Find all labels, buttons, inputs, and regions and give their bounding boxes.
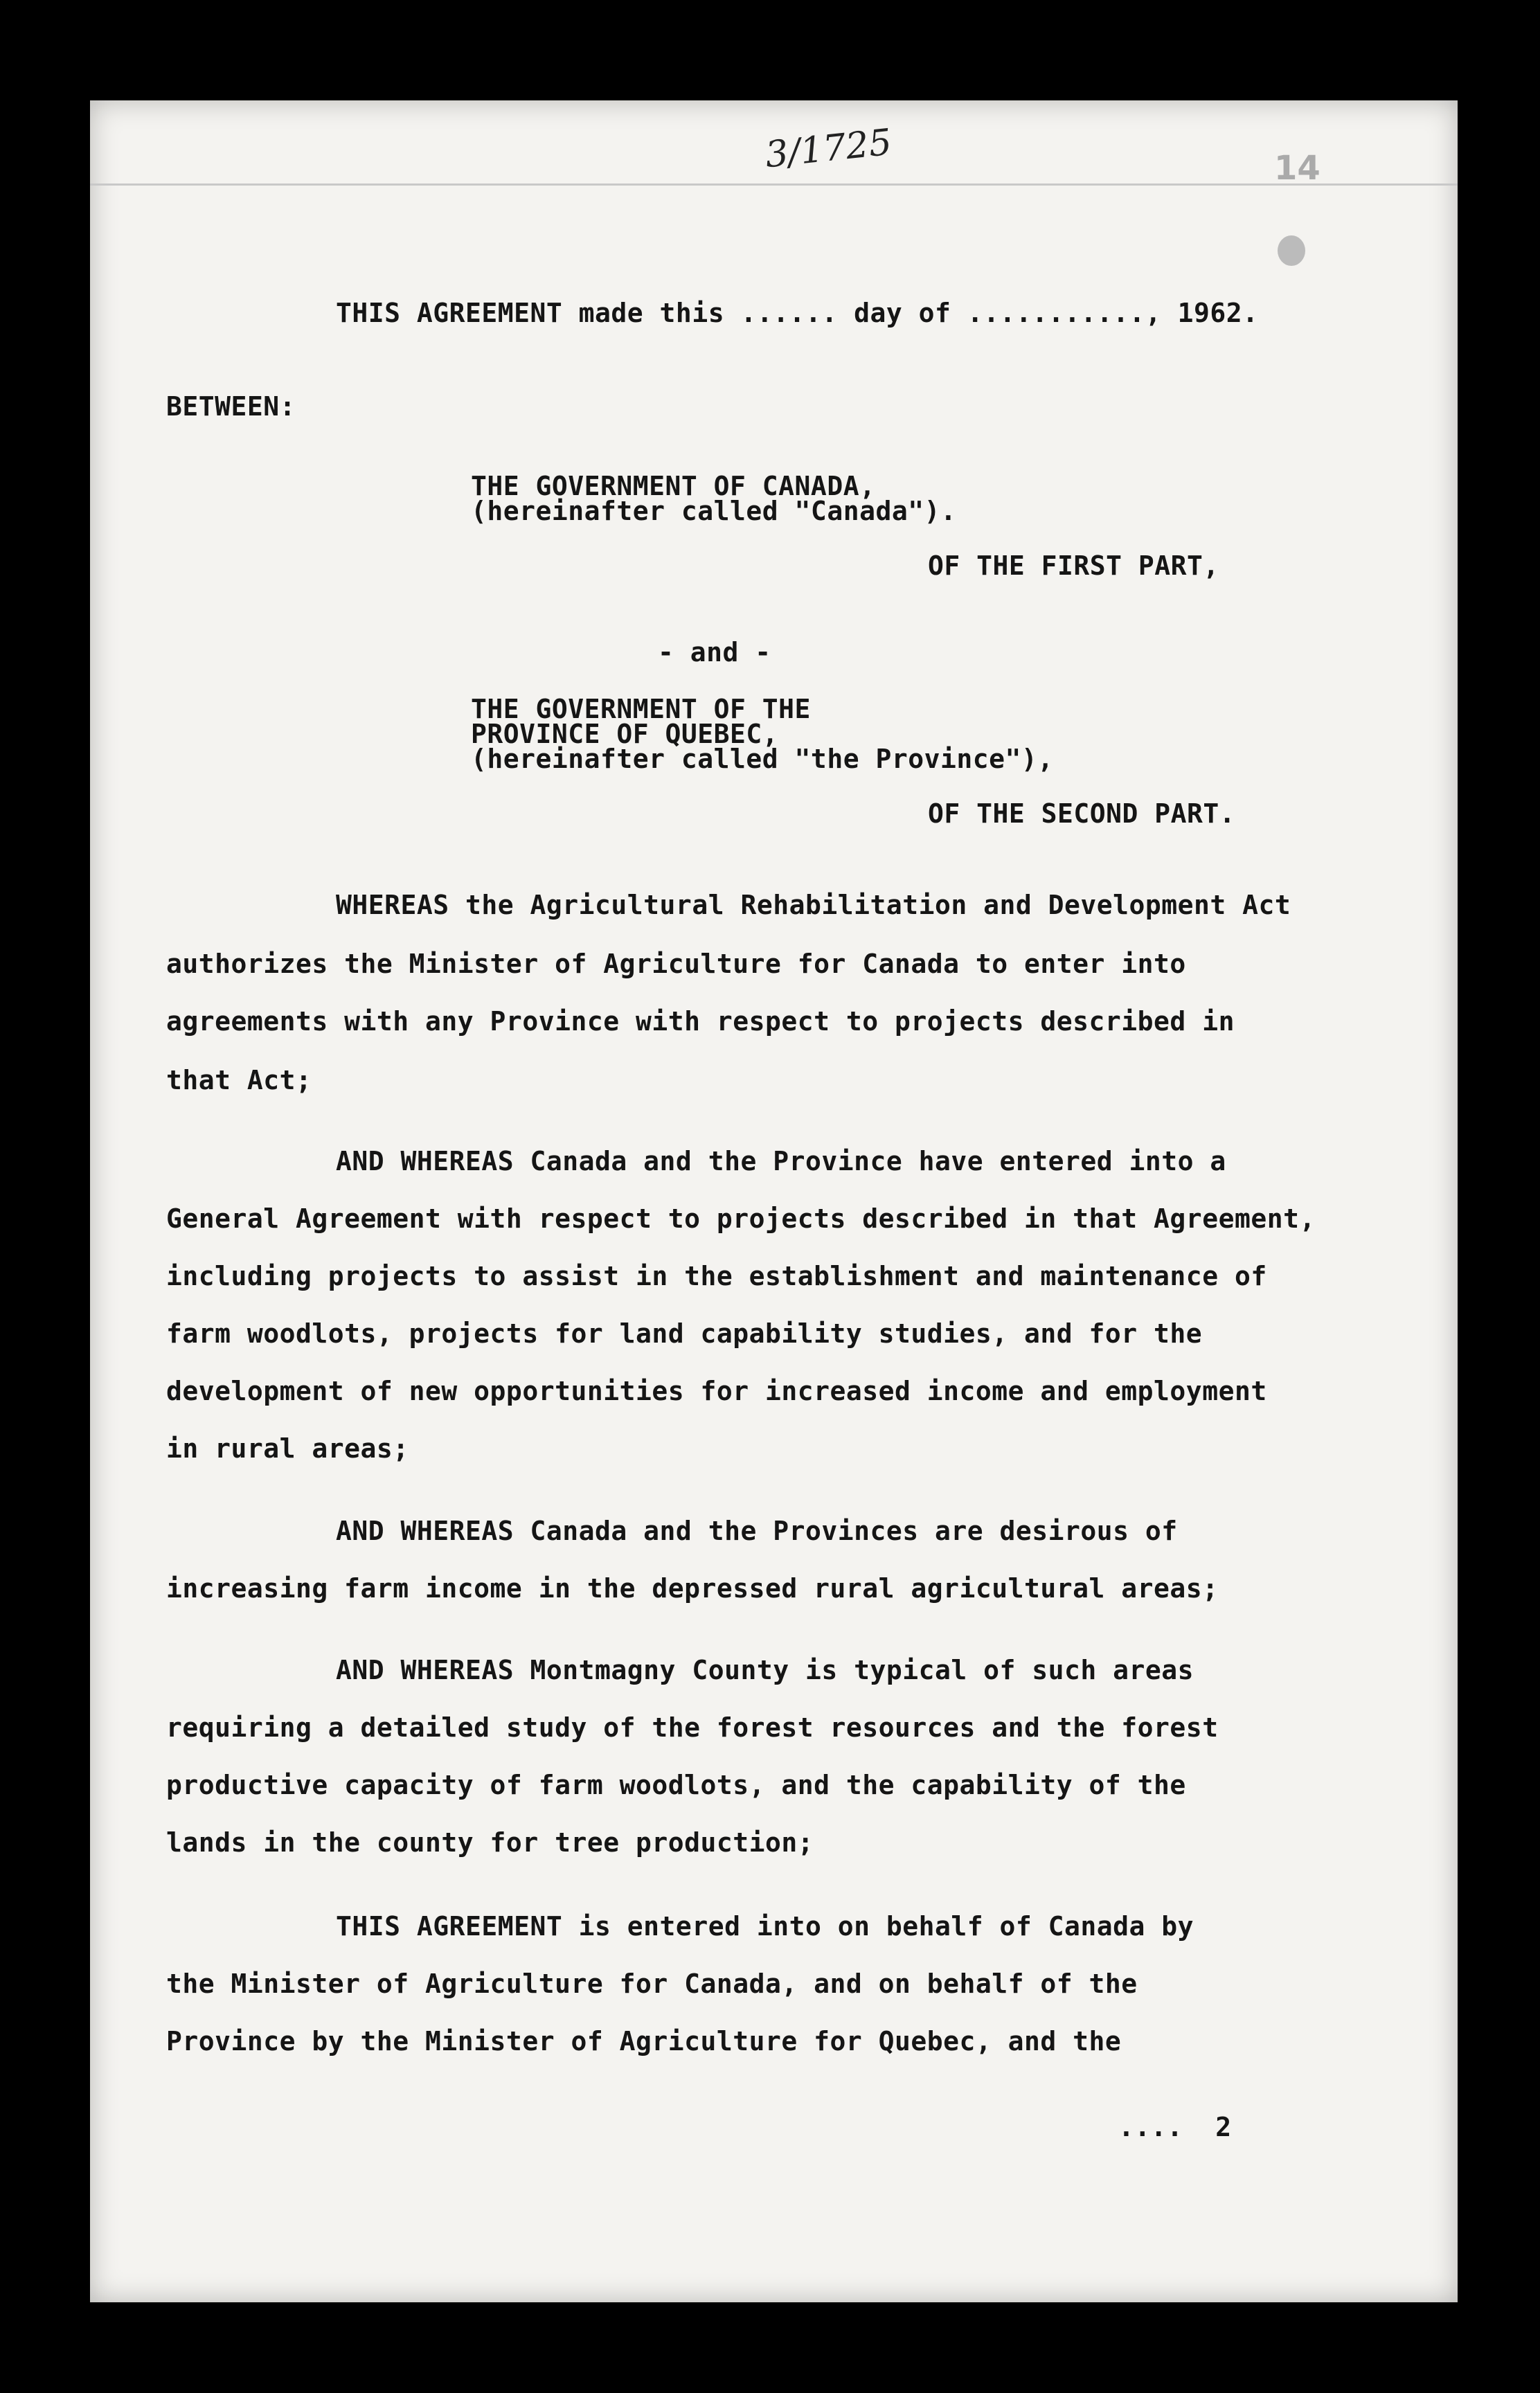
first-party-alias: (hereinafter called "Canada"). xyxy=(471,496,957,526)
body-line: productive capacity of farm woodlots, and the capability of the xyxy=(166,1770,1186,1800)
body-line: Province by the Minister of Agriculture for Quebec, and the xyxy=(166,2026,1122,2056)
body-line: in rural areas; xyxy=(166,1433,409,1464)
between-label: BETWEEN: xyxy=(166,391,296,422)
document-page xyxy=(90,100,1458,2302)
second-party-alias: (hereinafter called "the Province"), xyxy=(471,744,1054,774)
body-line: lands in the county for tree production; xyxy=(166,1827,814,1858)
body-line: General Agreement with respect to projects described in that Agreement, xyxy=(166,1203,1316,1234)
opening-line: THIS AGREEMENT made this ...... day of ..........., 1962. xyxy=(336,298,1259,328)
continuation-marker: .... 2 xyxy=(1118,2112,1232,2142)
page-top-rule xyxy=(90,183,1458,186)
page-number-stamp: 14 xyxy=(1274,149,1320,188)
body-line: increasing farm income in the depressed rural agricultural areas; xyxy=(166,1573,1219,1604)
body-line: authorizes the Minister of Agriculture for Canada to enter into xyxy=(166,949,1186,979)
ink-blot xyxy=(1278,235,1305,266)
body-line: requiring a detailed study of the forest resources and the forest xyxy=(166,1712,1219,1743)
body-line: AND WHEREAS Montmagny County is typical of such areas xyxy=(336,1655,1194,1685)
body-line: the Minister of Agriculture for Canada, and on behalf of the xyxy=(166,1969,1138,1999)
handwritten-file-number: 3/1725 xyxy=(763,121,894,177)
body-line: agreements with any Province with respect to projects described in xyxy=(166,1006,1235,1037)
first-party-name: THE GOVERNMENT OF CANADA, xyxy=(471,471,876,501)
body-line: including projects to assist in the establishment and maintenance of xyxy=(166,1261,1267,1291)
first-party-role: OF THE FIRST PART, xyxy=(928,550,1219,581)
body-line: WHEREAS the Agricultural Rehabilitation and Development Act xyxy=(336,890,1291,920)
body-line: AND WHEREAS Canada and the Provinces are desirous of xyxy=(336,1516,1178,1546)
body-line: that Act; xyxy=(166,1065,312,1095)
body-line: AND WHEREAS Canada and the Province have entered into a xyxy=(336,1146,1226,1176)
body-line: development of new opportunities for increased income and employment xyxy=(166,1376,1267,1406)
second-party-name-2: PROVINCE OF QUEBEC, xyxy=(471,719,779,749)
second-party-role: OF THE SECOND PART. xyxy=(928,798,1236,829)
body-line: farm woodlots, projects for land capability studies, and for the xyxy=(166,1318,1203,1349)
body-line: THIS AGREEMENT is entered into on behalf of Canada by xyxy=(336,1911,1194,1942)
second-party-name-1: THE GOVERNMENT OF THE xyxy=(471,694,811,724)
and-separator: - and - xyxy=(658,637,771,667)
